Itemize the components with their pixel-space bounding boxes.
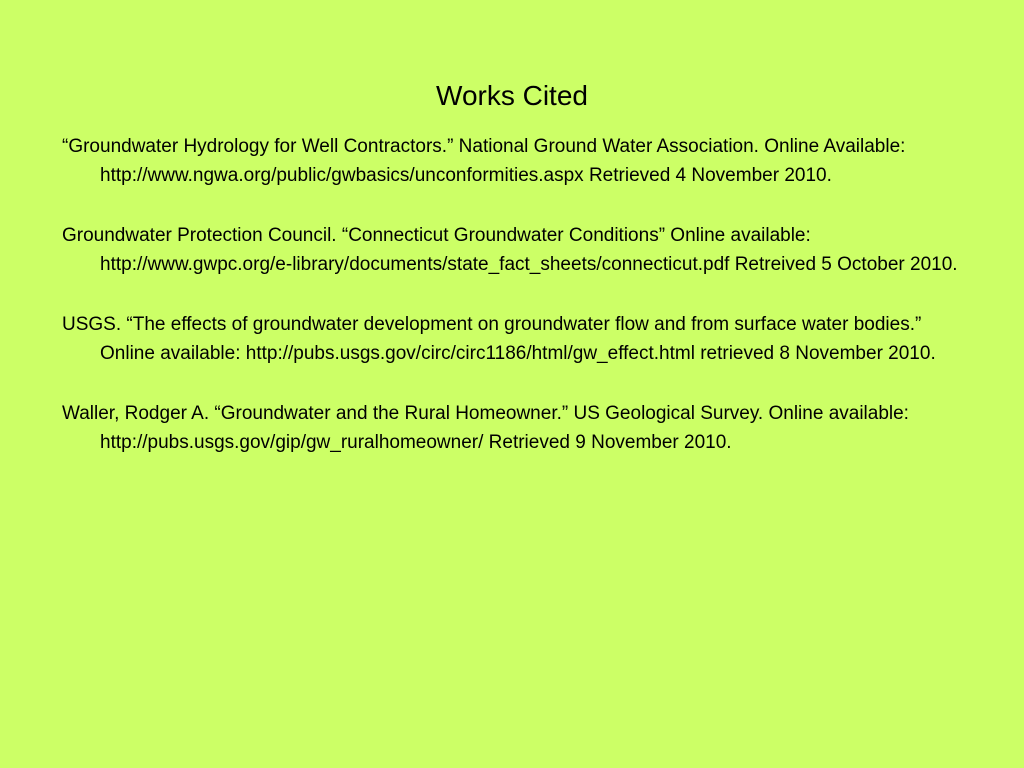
citation-list — [62, 132, 974, 488]
citation-item: Waller, Rodger A. “Groundwater and the Rural Homeowner.” US Geological Survey. Online available: http://pubs.usgs.gov/gip/gw_ruralhomeowner/ Retrieved 9 November 2010. — [62, 403, 909, 453]
slide-title: Works Cited — [436, 80, 588, 111]
citation-item: “Groundwater Hydrology for Well Contractors.” National Ground Water Association. Online Available: http://www.ngwa.org/public/gwbasics/unconformities.aspx Retrieved 4 November 2010. — [62, 136, 906, 186]
citation-item: Groundwater Protection Council. “Connecticut Groundwater Conditions” Online available: http://www.gwpc.org/e-library/documents/state_fact_sheets/connecticut.pdf Retreived 5 October 2010. — [62, 225, 958, 275]
citation-item: USGS. “The effects of groundwater development on groundwater flow and from surface water bodies.” Online available: http://pubs.usgs.gov/circ/circ1186/html/gw_effect.html retrieved 8 November 2010. — [62, 314, 936, 364]
